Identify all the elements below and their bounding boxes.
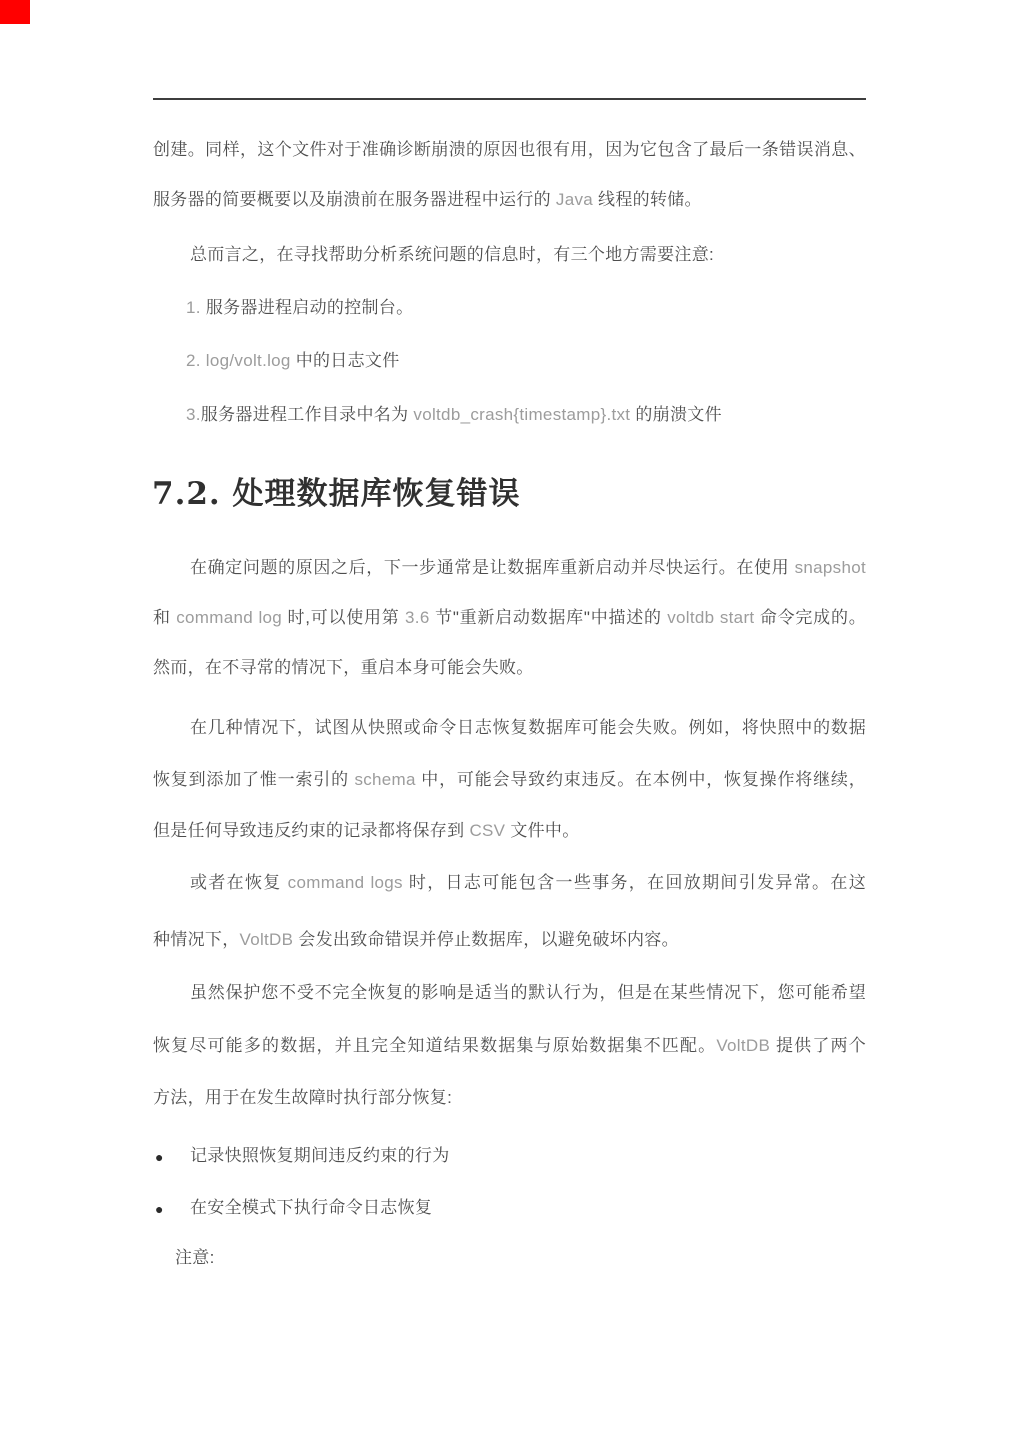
text-run: 会发出致命错误并停止数据库，以避免破坏内容。 bbox=[293, 930, 679, 949]
text-line bbox=[153, 556, 866, 580]
text-run: 中，可能会导致约束违反。在本例中，恢复操作将继续， bbox=[415, 770, 866, 789]
latin-run: command logs bbox=[287, 873, 403, 892]
text-run: 提供了两个 bbox=[770, 1036, 866, 1055]
text-line bbox=[153, 188, 866, 212]
text-run: 服务器进程启动的控制台。 bbox=[205, 298, 414, 317]
text-run: 方法，用于在发生故障时执行部分恢复: bbox=[153, 1088, 453, 1107]
text-line bbox=[153, 656, 866, 680]
bullet-item bbox=[153, 1144, 866, 1168]
text-run: 节"重新启动数据库"中描述的 bbox=[429, 608, 668, 627]
text-run: 的崩溃文件 bbox=[630, 405, 722, 424]
text-line bbox=[153, 928, 866, 952]
latin-run: command log bbox=[176, 608, 283, 627]
latin-run: VoltDB bbox=[239, 930, 294, 949]
text-run: 在安全模式下执行命令日志恢复 bbox=[190, 1198, 433, 1217]
text-line bbox=[153, 981, 866, 1005]
latin-run: snapshot bbox=[794, 558, 866, 577]
text-run: 命令完成的。 bbox=[754, 608, 867, 627]
text-run: 恢复到添加了惟一索引的 bbox=[153, 770, 355, 789]
text-run: 时，日志可能包含一些事务，在回放期间引发异常。在这 bbox=[402, 873, 866, 892]
text-line bbox=[153, 1086, 866, 1110]
text-run: 总而言之，在寻找帮助分析系统问题的信息时，有三个地方需要注意: bbox=[190, 245, 715, 264]
text-run: 线程的转储。 bbox=[593, 190, 702, 209]
text-run: 然而，在不寻常的情况下，重启本身可能会失败。 bbox=[153, 658, 534, 677]
text-line bbox=[153, 403, 866, 427]
text-run: 注意: bbox=[175, 1248, 215, 1267]
text-run: 种情况下， bbox=[153, 930, 240, 949]
latin-run: schema bbox=[354, 770, 416, 789]
text-line bbox=[153, 716, 866, 740]
top-divider bbox=[153, 98, 866, 100]
text-run: 记录快照恢复期间违反约束的行为 bbox=[190, 1146, 450, 1165]
bullet-icon: ● bbox=[155, 1201, 164, 1217]
text-line bbox=[153, 138, 866, 162]
text-run: 服务器的简要概要以及崩溃前在服务器进程中运行的 bbox=[153, 190, 556, 209]
text-run: 恢复尽可能多的数据，并且完全知道结果数据集与原始数据集不匹配。 bbox=[153, 1036, 717, 1055]
text-run: 服务器进程工作目录中名为 bbox=[200, 405, 414, 424]
text-run: 中的日志文件 bbox=[290, 351, 400, 370]
latin-run: CSV bbox=[469, 821, 506, 840]
text-run: 虽然保护您不受不完全恢复的影响是适当的默认行为，但是在某些情况下，您可能希望 bbox=[190, 983, 866, 1002]
text-line bbox=[153, 606, 866, 630]
text-run: 但是任何导致违反约束的记录都将保存到 bbox=[153, 821, 470, 840]
bullet-icon: ● bbox=[155, 1149, 164, 1165]
text-run: 创建。同样，这个文件对于准确诊断崩溃的原因也很有用，因为它包含了最后一条错误消息、 bbox=[153, 140, 866, 159]
text-run: 在几种情况下，试图从快照或命令日志恢复数据库可能会失败。例如，将快照中的数据 bbox=[190, 718, 866, 737]
latin-run: voltdb start bbox=[667, 608, 755, 627]
latin-run: 3. bbox=[186, 405, 201, 424]
latin-run: 1. bbox=[186, 298, 206, 317]
latin-run: voltdb_crash{timestamp}.txt bbox=[413, 405, 631, 424]
latin-run: 2. log/volt.log bbox=[186, 351, 291, 370]
section-heading: 7.2. 处理数据库恢复错误 bbox=[152, 476, 521, 512]
latin-run: Java bbox=[555, 190, 594, 209]
text-run: 在确定问题的原因之后，下一步通常是让数据库重新启动并尽快运行。在使用 bbox=[190, 558, 795, 577]
text-line bbox=[153, 243, 866, 267]
bullet-item bbox=[153, 1196, 866, 1220]
text-run: 时,可以使用第 bbox=[282, 608, 406, 627]
text-line bbox=[153, 768, 866, 792]
text-line bbox=[153, 871, 866, 895]
latin-run: VoltDB bbox=[716, 1036, 771, 1055]
text-line bbox=[153, 819, 866, 843]
text-run: 文件中。 bbox=[505, 821, 580, 840]
text-line bbox=[153, 1246, 866, 1270]
text-run: 和 bbox=[153, 608, 177, 627]
text-line bbox=[153, 296, 866, 320]
text-line bbox=[153, 349, 866, 373]
latin-run: 3.6 bbox=[405, 608, 430, 627]
text-line bbox=[153, 1034, 866, 1058]
red-corner-marker bbox=[0, 0, 30, 24]
text-run: 或者在恢复 bbox=[190, 873, 288, 892]
